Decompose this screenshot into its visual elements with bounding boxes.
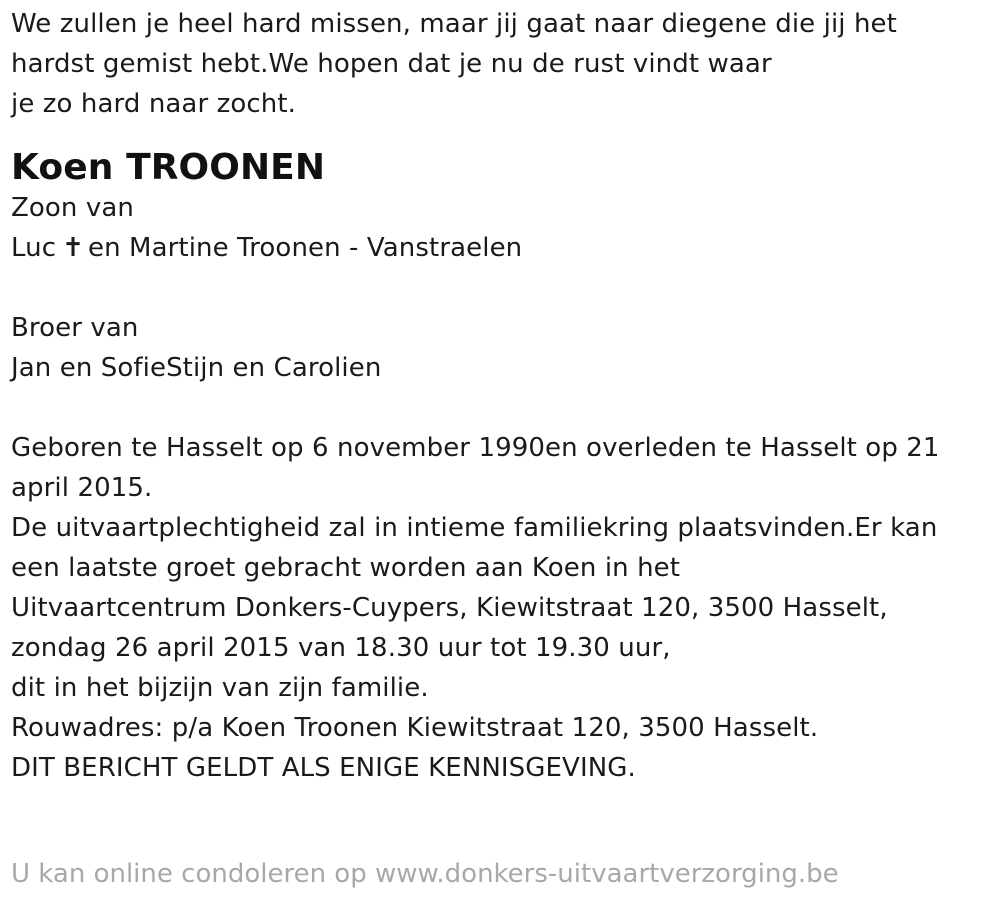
obituary-notice (11, 4, 991, 788)
parents-section (11, 188, 991, 268)
siblings-heading: Broer van (11, 313, 139, 343)
ceremony-line: een laatste groet gebracht worden aan Koen in het (11, 553, 681, 583)
birth-death-line: april 2015. (11, 473, 153, 503)
spacer (11, 388, 991, 428)
siblings-names: Jan en SofieStijn en Carolien (11, 353, 382, 383)
quote-line: hardst gemist hebt.We hopen dat je nu de rust vindt waar (11, 49, 772, 79)
official-notice-line: DIT BERICHT GELDT ALS ENIGE KENNISGEVING. (11, 753, 636, 783)
visitation-time-line: zondag 26 april 2015 van 18.30 uur tot 19.30 uur, (11, 633, 671, 663)
quote-line: je zo hard naar zocht. (11, 89, 297, 119)
birth-death-line: Geboren te Hasselt op 6 november 1990en overleden te Hasselt op 21 (11, 433, 940, 463)
father-name: Luc (11, 233, 57, 263)
details-section (11, 428, 991, 788)
mourning-address-line: Rouwadres: p/a Koen Troonen Kiewitstraat 120, 3500 Hasselt. (11, 713, 819, 743)
memorial-quote (11, 4, 991, 124)
cross-icon: ✝ (62, 233, 84, 263)
siblings-section (11, 308, 991, 388)
parents-heading: Zoon van (11, 193, 134, 223)
funeral-home-line: Uitvaartcentrum Donkers-Cuypers, Kiewitstraat 120, 3500 Hasselt, (11, 593, 888, 623)
quote-line: We zullen je heel hard missen, maar jij gaat naar diegene die jij het (11, 9, 897, 39)
visitation-note-line: dit in het bijzijn van zijn familie. (11, 673, 429, 703)
mother-name: en Martine Troonen - Vanstraelen (88, 233, 523, 263)
ceremony-line: De uitvaartplechtigheid zal in intieme familiekring plaatsvinden.Er kan (11, 513, 938, 543)
online-condolence-link[interactable]: U kan online condoleren op www.donkers-uitvaartverzorging.be (11, 859, 839, 889)
spacer (11, 268, 991, 308)
parents-line (11, 228, 991, 268)
deceased-name: Koen TROONEN (11, 147, 326, 188)
